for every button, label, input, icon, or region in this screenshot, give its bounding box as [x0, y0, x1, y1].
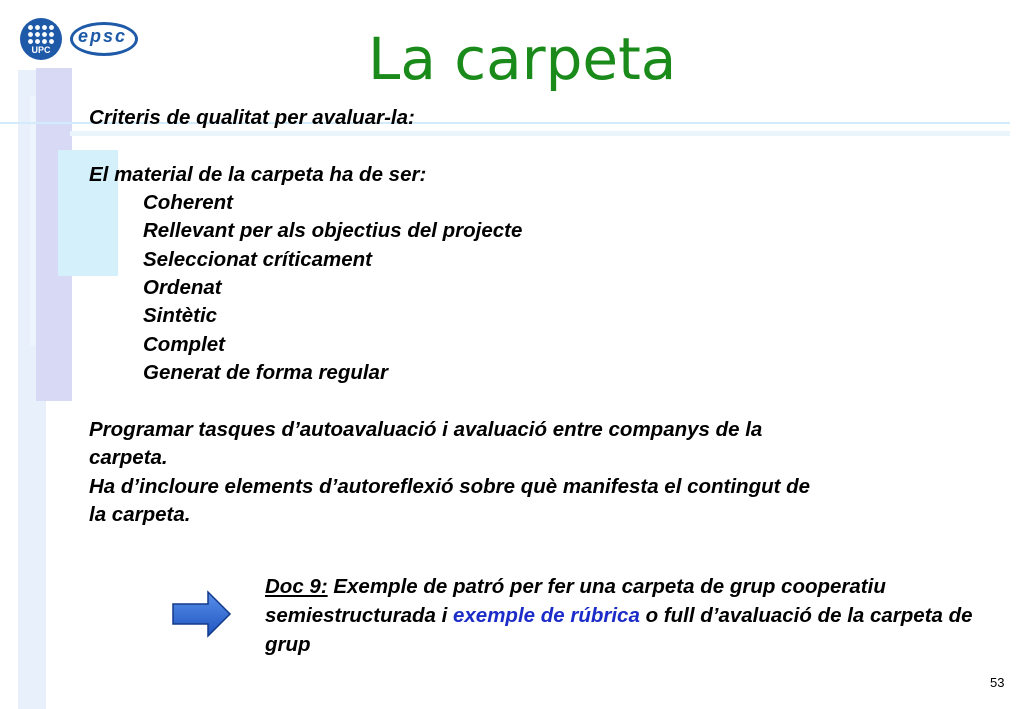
rubrica-link[interactable]: exemple de rúbrica	[453, 604, 640, 627]
doc-text: o full d’avaluació de la carpeta de grup	[265, 604, 973, 656]
upc-logo-dots	[27, 24, 55, 44]
quality-item: Rellevant per als objectius del projecte	[143, 219, 523, 242]
quality-item: Coherent	[143, 191, 233, 214]
doc-reference	[265, 572, 1005, 659]
quality-item: Generat de forma regular	[143, 361, 388, 384]
paragraph-line: la carpeta.	[89, 503, 191, 526]
criteris-heading: Criteris de qualitat per avaluar-la:	[89, 106, 415, 129]
doc-label: Doc 9:	[265, 575, 328, 598]
material-heading: El material de la carpeta ha de ser:	[89, 163, 427, 186]
quality-item: Sintètic	[143, 304, 218, 327]
right-arrow-icon	[172, 590, 232, 638]
paragraph-line: Programar tasques d’autoavaluació i avaluació entre companys de la	[89, 418, 763, 441]
quality-item: Complet	[143, 333, 225, 356]
upc-logo-text: UPC	[31, 45, 51, 55]
doc-text: Exemple de patró per fer una carpeta de grup cooperatiu semiestructurada i	[265, 575, 886, 627]
quality-item: Seleccionat críticament	[143, 248, 373, 271]
upc-logo	[20, 18, 62, 60]
quality-item: Ordenat	[143, 276, 222, 299]
epsc-logo	[70, 22, 142, 58]
page-number: 53	[990, 675, 1005, 690]
slide-title: La carpeta	[368, 25, 677, 93]
paragraph-line: Ha d’incloure elements d’autoreflexió sobre què manifesta el contingut de	[89, 475, 811, 498]
paragraph-line: carpeta.	[89, 446, 168, 469]
epsc-logo-text: epsc	[78, 26, 128, 46]
